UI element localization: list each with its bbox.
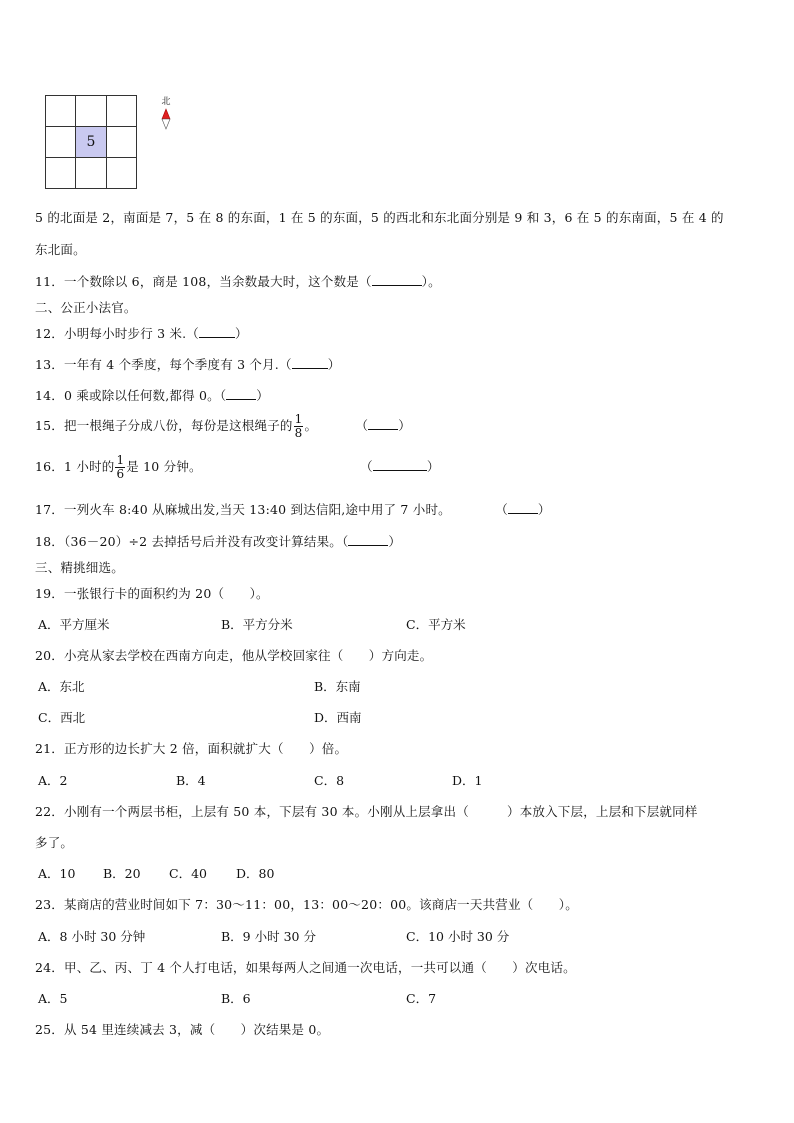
q16-fraction-numerator: 1 — [116, 453, 125, 467]
q17-close-paren: ） — [537, 502, 551, 517]
grid-cell — [106, 96, 136, 127]
q23-option-b[interactable]: B．9 小时 30 分 — [221, 929, 316, 944]
section-2-heading: 二、公正小法官。 — [35, 300, 137, 315]
q16-answer-blank[interactable] — [373, 459, 427, 471]
q15-fraction-denominator: 8 — [294, 426, 303, 440]
q11-answer-blank[interactable] — [372, 274, 422, 286]
q13-answer-blank[interactable] — [292, 357, 328, 369]
question-11 — [35, 272, 441, 290]
q15-open-paren: （ — [355, 418, 369, 433]
q14-text: 14．0 乘或除以任何数,都得 0。（ — [35, 388, 227, 403]
q16-fraction-denominator: 6 — [116, 467, 125, 481]
q24-option-c[interactable]: C．7 — [406, 991, 437, 1006]
q19-option-b[interactable]: B．平方分米 — [221, 617, 293, 632]
q20-option-a[interactable]: A．东北 — [38, 679, 85, 694]
q21-option-d[interactable]: D．1 — [452, 773, 483, 788]
q16-fraction — [115, 454, 125, 481]
grid-cell — [46, 96, 76, 127]
question-14 — [35, 386, 269, 404]
question-25: 25．从 54 里连续减去 3，减（ ）次结果是 0。 — [35, 1022, 330, 1037]
q16-text: 16．1 小时的 — [35, 459, 115, 474]
direction-grid — [45, 95, 137, 189]
q12-answer-blank[interactable] — [199, 326, 235, 338]
q22-option-d[interactable]: D．80 — [236, 866, 275, 881]
q13-suffix: ） — [327, 357, 341, 372]
compass — [158, 94, 174, 134]
q22-option-b[interactable]: B．20 — [103, 866, 141, 881]
grid-cell — [46, 127, 76, 158]
q14-answer-blank[interactable] — [226, 388, 256, 400]
question-13 — [35, 355, 340, 373]
q15-close-paren: ） — [398, 418, 411, 433]
q15-fraction — [294, 413, 304, 440]
q16-close-paren: ） — [426, 459, 440, 474]
question-17 — [35, 500, 551, 518]
q22-option-a[interactable]: A．10 — [38, 866, 76, 881]
q18-answer-blank[interactable] — [348, 534, 388, 546]
q15-text: 15．把一根绳子分成八份，每份是这根绳子的 — [35, 418, 293, 433]
question-21: 21．正方形的边长扩大 2 倍，面积就扩大（ ）倍。 — [35, 741, 348, 756]
q24-option-b[interactable]: B．6 — [221, 991, 251, 1006]
q20-option-d[interactable]: D．西南 — [314, 710, 362, 725]
q18-text: 18．（36－20）÷2 去掉括号后并没有改变计算结果。（ — [35, 534, 349, 549]
intro-line-1: 5 的北面是 2，南面是 7，5 在 8 的东面，1 在 5 的东面，5 的西北和东北面分别是 9 和 3，6 在 5 的东南面，5 在 4 的 — [35, 210, 724, 225]
grid-cell-center: 5 — [76, 127, 106, 158]
q21-option-c[interactable]: C．8 — [314, 773, 345, 788]
q15-fraction-numerator: 1 — [294, 412, 303, 426]
q17-answer-blank[interactable] — [508, 502, 538, 514]
q16-open-paren: （ — [360, 459, 373, 474]
q12-suffix: ） — [234, 326, 248, 341]
question-23: 23．某商店的营业时间如下 7：30～11：00，13：00～20：00。该商店一天共营业（ ）。 — [35, 897, 578, 912]
q20-option-c[interactable]: C．西北 — [38, 710, 86, 725]
q22-option-c[interactable]: C．40 — [169, 866, 207, 881]
q24-option-a[interactable]: A．5 — [38, 991, 68, 1006]
q19-option-a[interactable]: A．平方厘米 — [38, 617, 110, 632]
question-18 — [35, 532, 401, 550]
q19-option-c[interactable]: C．平方米 — [406, 617, 466, 632]
q16-text-end: 是 10 分钟。 — [126, 459, 202, 474]
q23-option-c[interactable]: C．10 小时 30 分 — [406, 929, 510, 944]
intro-line-2: 东北面。 — [35, 242, 86, 257]
q13-text: 13．一年有 4 个季度，每个季度有 3 个月.（ — [35, 357, 292, 372]
q12-text: 12．小明每小时步行 3 米.（ — [35, 326, 199, 341]
grid-cell — [46, 158, 76, 189]
q20-option-b[interactable]: B．东南 — [314, 679, 361, 694]
question-22-line-1: 22．小刚有一个两层书柜，上层有 50 本，下层有 30 本。小刚从上层拿出（ ）本放入下层，上层和下层就同样 — [35, 804, 698, 819]
q21-option-b[interactable]: B．4 — [176, 773, 206, 788]
question-24: 24．甲、乙、丙、丁 4 个人打电话，如果每两人之间通一次电话，一共可以通（ ）次电话。 — [35, 960, 576, 975]
grid-cell — [106, 127, 136, 158]
q15-answer-blank[interactable] — [368, 418, 398, 430]
question-15 — [35, 413, 411, 440]
q23-option-a[interactable]: A．8 小时 30 分钟 — [38, 929, 146, 944]
question-19: 19．一张银行卡的面积约为 20（ ）。 — [35, 586, 269, 601]
grid-cell — [76, 96, 106, 127]
q21-option-a[interactable]: A．2 — [38, 773, 68, 788]
section-3-heading: 三、精挑细选。 — [35, 560, 124, 575]
q18-suffix: ） — [388, 534, 402, 549]
compass-north-label: 北 — [161, 97, 171, 107]
question-20: 20．小亮从家去学校在西南方向走，他从学校回家往（ ）方向走。 — [35, 648, 433, 663]
q17-open-paren: （ — [495, 502, 508, 517]
q14-suffix: ） — [256, 388, 269, 403]
compass-arrow-icon — [158, 107, 174, 131]
grid-cell — [106, 158, 136, 189]
grid-cell — [76, 158, 106, 189]
q17-text: 17．一列火车 8:40 从麻城出发,当天 13:40 到达信阳,途中用了 7 小时。 — [35, 502, 451, 517]
q11-suffix: ）。 — [421, 274, 441, 289]
q15-period: 。 — [304, 418, 318, 433]
question-22-line-2: 多了。 — [35, 835, 74, 850]
question-16 — [35, 454, 440, 481]
question-12 — [35, 324, 248, 342]
q11-text: 11．一个数除以 6，商是 108，当余数最大时，这个数是（ — [35, 274, 372, 289]
